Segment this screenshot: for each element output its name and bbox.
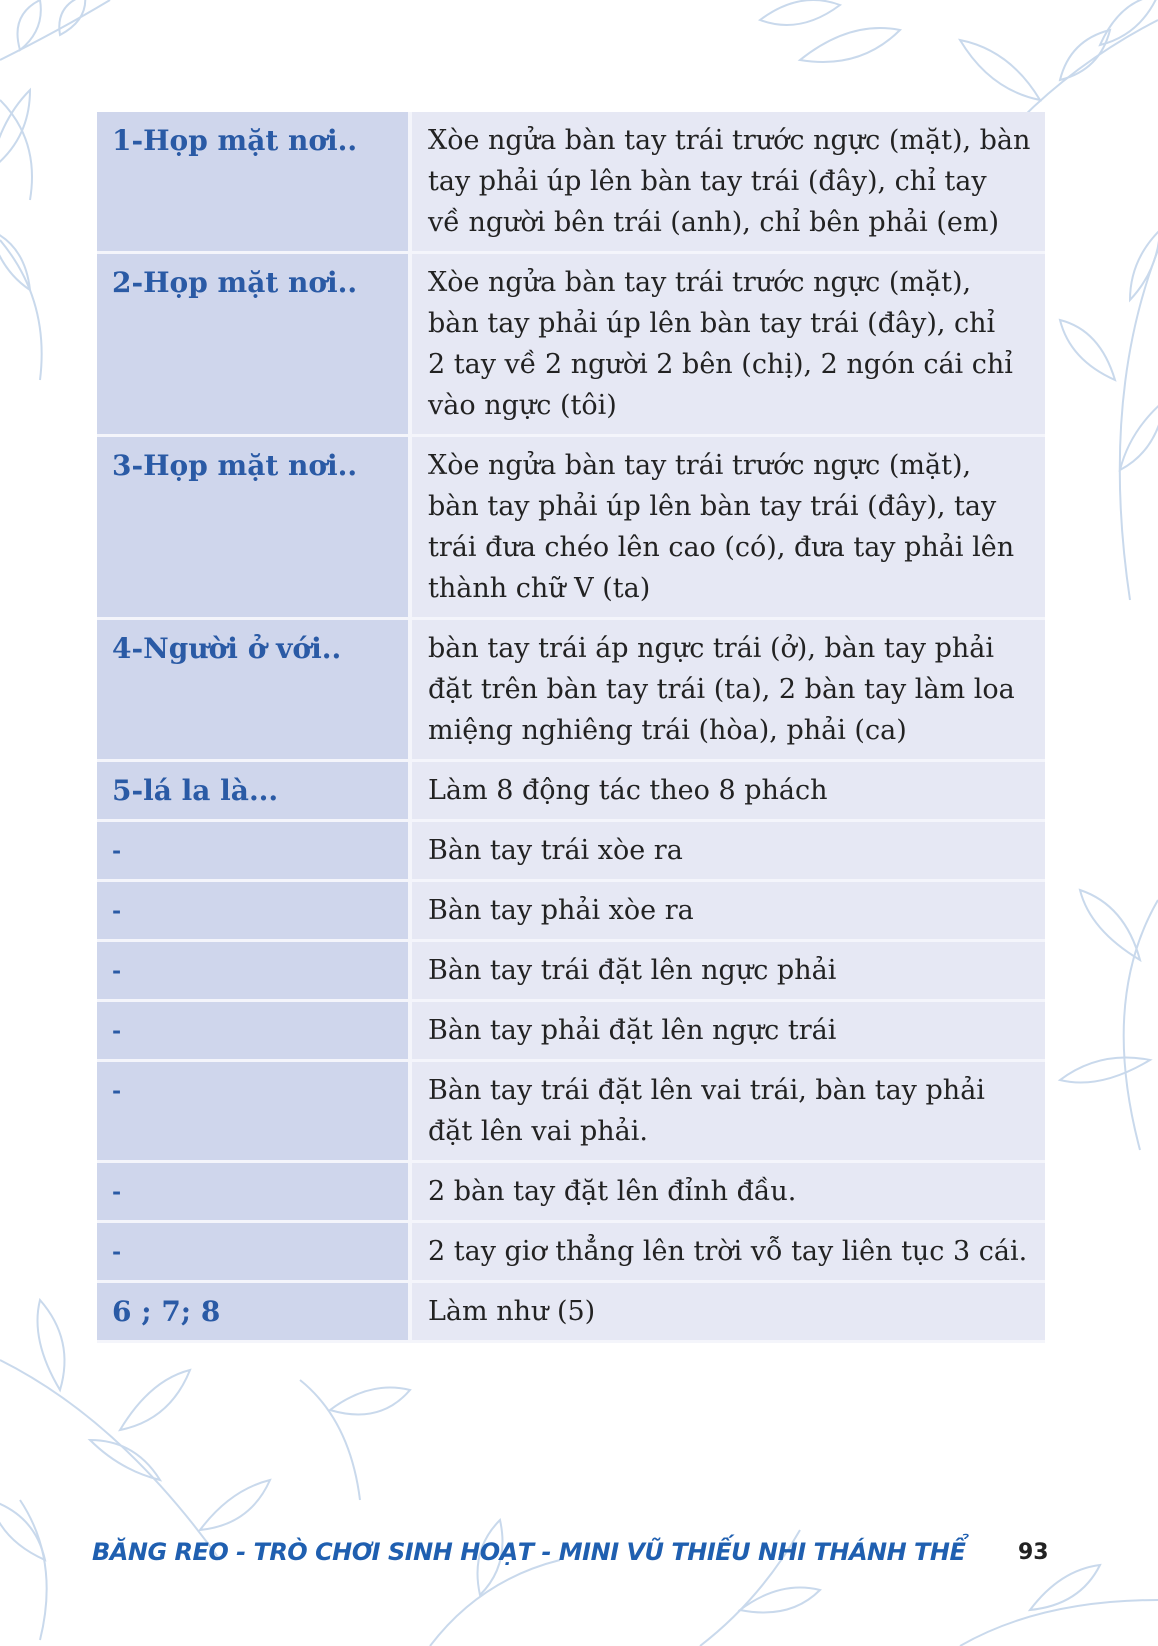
table-row bbox=[97, 1163, 1045, 1223]
table-row bbox=[97, 1002, 1045, 1062]
actions-table bbox=[97, 112, 1045, 1343]
step-cell: - bbox=[97, 882, 412, 942]
description-line: vào ngực (tôi) bbox=[428, 390, 617, 421]
step-cell: - bbox=[97, 1163, 412, 1223]
description-line: 2 tay về 2 người 2 bên (chị), 2 ngón cái chỉ bbox=[428, 349, 1013, 380]
description-cell bbox=[412, 1062, 1045, 1163]
description-line: đặt lên vai phải. bbox=[428, 1116, 648, 1147]
table-row bbox=[97, 942, 1045, 1002]
table-row bbox=[97, 1283, 1045, 1343]
description-line: 2 bàn tay đặt lên đỉnh đầu. bbox=[428, 1176, 797, 1207]
description-line: về người bên trái (anh), chỉ bên phải (em) bbox=[428, 207, 999, 238]
description-line: đặt trên bàn tay trái (ta), 2 bàn tay làm loa bbox=[428, 674, 1015, 705]
description-line: Xòe ngửa bàn tay trái trước ngực (mặt), bbox=[428, 450, 972, 481]
description-line: Bàn tay phải đặt lên ngực trái bbox=[428, 1015, 837, 1046]
description-line: Xòe ngửa bàn tay trái trước ngực (mặt), bàn bbox=[428, 125, 1031, 156]
step-cell: 1-Họp mặt nơi.. bbox=[97, 112, 412, 254]
table-row bbox=[97, 822, 1045, 882]
description-line: Làm như (5) bbox=[428, 1296, 596, 1327]
table-row bbox=[97, 437, 1045, 620]
description-line: Xòe ngửa bàn tay trái trước ngực (mặt), bbox=[428, 267, 972, 298]
table-row bbox=[97, 112, 1045, 254]
table-row bbox=[97, 882, 1045, 942]
table-row bbox=[97, 1223, 1045, 1283]
description-line: thành chữ V (ta) bbox=[428, 573, 651, 604]
table-row bbox=[97, 762, 1045, 822]
description-line: Làm 8 động tác theo 8 phách bbox=[428, 775, 828, 806]
description-line: bàn tay phải úp lên bàn tay trái (đây), chỉ bbox=[428, 308, 996, 339]
step-cell: 2-Họp mặt nơi.. bbox=[97, 254, 412, 437]
description-line: Bàn tay trái đặt lên vai trái, bàn tay phải bbox=[428, 1075, 985, 1106]
footer-book-title: BĂNG REO - TRÒ CHƠI SINH HOẠT - MINI VŨ THIẾU NHI THÁNH THỂ bbox=[92, 1538, 966, 1566]
step-cell: - bbox=[97, 822, 412, 882]
description-line: bàn tay phải úp lên bàn tay trái (đây), tay bbox=[428, 491, 997, 522]
description-cell bbox=[412, 1283, 1045, 1343]
step-cell: - bbox=[97, 942, 412, 1002]
description-cell bbox=[412, 1163, 1045, 1223]
table-row bbox=[97, 620, 1045, 762]
page-number: 93 bbox=[1018, 1540, 1049, 1565]
table-row bbox=[97, 1062, 1045, 1163]
description-cell bbox=[412, 822, 1045, 882]
table-row bbox=[97, 254, 1045, 437]
description-line: Bàn tay trái xòe ra bbox=[428, 835, 683, 866]
step-cell: - bbox=[97, 1002, 412, 1062]
description-line: tay phải úp lên bàn tay trái (đây), chỉ tay bbox=[428, 166, 987, 197]
description-cell bbox=[412, 620, 1045, 762]
step-cell: - bbox=[97, 1062, 412, 1163]
description-cell bbox=[412, 1002, 1045, 1062]
description-cell bbox=[412, 942, 1045, 1002]
step-cell: 5-lá la là... bbox=[97, 762, 412, 822]
step-cell: 3-Họp mặt nơi.. bbox=[97, 437, 412, 620]
description-line: miệng nghiêng trái (hòa), phải (ca) bbox=[428, 715, 907, 746]
description-cell bbox=[412, 112, 1045, 254]
description-cell bbox=[412, 1223, 1045, 1283]
step-cell: - bbox=[97, 1223, 412, 1283]
step-cell: 6 ; 7; 8 bbox=[97, 1283, 412, 1343]
description-cell bbox=[412, 437, 1045, 620]
description-line: bàn tay trái áp ngực trái (ở), bàn tay phải bbox=[428, 633, 995, 664]
description-line: 2 tay giơ thẳng lên trời vỗ tay liên tục 3 cái. bbox=[428, 1236, 1028, 1267]
description-line: Bàn tay phải xòe ra bbox=[428, 895, 694, 926]
description-cell bbox=[412, 762, 1045, 822]
description-cell bbox=[412, 882, 1045, 942]
description-line: trái đưa chéo lên cao (có), đưa tay phải lên bbox=[428, 532, 1015, 563]
description-line: Bàn tay trái đặt lên ngực phải bbox=[428, 955, 837, 986]
description-cell bbox=[412, 254, 1045, 437]
step-cell: 4-Người ở với.. bbox=[97, 620, 412, 762]
